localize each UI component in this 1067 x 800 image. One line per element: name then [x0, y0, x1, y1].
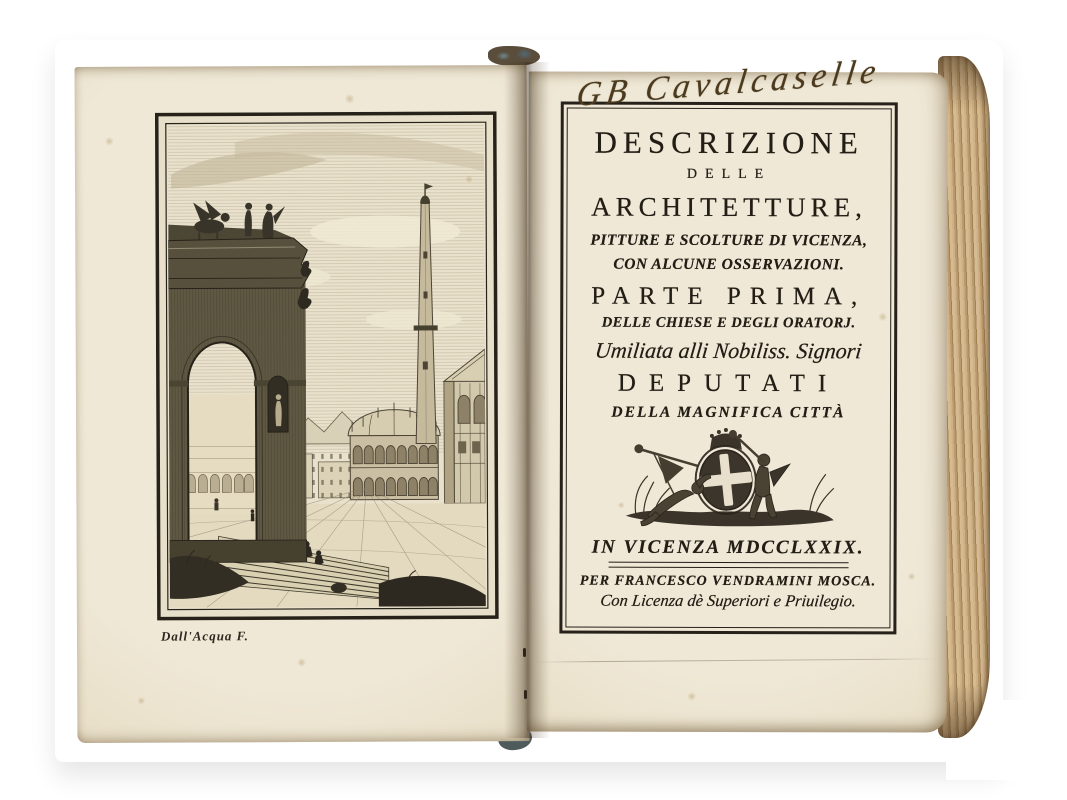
- page-crease: [533, 658, 938, 662]
- title-line-dedication: Umiliata alli Nobiliss. Signori: [594, 337, 864, 363]
- frontispiece-engraving: [155, 111, 499, 620]
- imprint-place-date: IN VICENZA MDCCLXXIX.: [591, 536, 865, 559]
- title-line-parte-prima: PARTE PRIMA,: [591, 282, 867, 311]
- title-line-deputati: DEPUTATI: [617, 369, 840, 397]
- through-arch-vista: [182, 394, 257, 514]
- foxing-spot: [465, 175, 473, 183]
- title-page-border: [559, 102, 897, 635]
- engraver-caption: Dall'Acqua F.: [160, 628, 249, 644]
- title-line-delle: DELLE: [686, 166, 772, 182]
- double-rule: [608, 562, 848, 569]
- imprint-printer: PER FRANCESCO VENDRAMINI MOSCA.: [579, 573, 877, 590]
- title-line-chiese: DELLE CHIESE E DEGLI ORATORJ.: [601, 315, 856, 332]
- binding-stitch: [523, 648, 526, 657]
- title-line-descrizione: DESCRIZIONE: [594, 124, 864, 161]
- foxing-spot: [687, 692, 696, 701]
- imprint-license: Con Licenza dè Superiori e Priuilegio.: [599, 590, 857, 611]
- title-page-inner-border: [565, 108, 891, 629]
- foxing-spot: [345, 94, 355, 104]
- title-line-pitture: PITTURE E SCOLTURE DI VICENZA,: [590, 231, 868, 249]
- gutter-shadow: [504, 62, 550, 738]
- title-line-architetture: ARCHITETTURE,: [591, 191, 867, 223]
- left-page-frontispiece: [75, 65, 530, 743]
- right-page-title: [527, 71, 948, 732]
- foxing-spot: [618, 502, 625, 509]
- foxing-spot: [105, 137, 114, 146]
- banner-and-trumpet-left: [634, 444, 698, 494]
- handwritten-ownership-inscription: GB Cavalcaselle: [574, 52, 883, 114]
- foxing-spot: [137, 697, 145, 705]
- coat-of-arms-vignette: [612, 424, 844, 537]
- title-line-magnifica-citta: DELLA MAGNIFICA CITTÀ: [611, 403, 846, 422]
- foxing-spot: [878, 312, 887, 321]
- binding-stitch: [524, 690, 527, 699]
- foxing-spot: [908, 572, 916, 580]
- statue-figure: [245, 203, 253, 237]
- foxing-spot: [297, 658, 306, 667]
- title-line-osservazioni: CON ALCUNE OSSERVAZIONI.: [613, 255, 845, 274]
